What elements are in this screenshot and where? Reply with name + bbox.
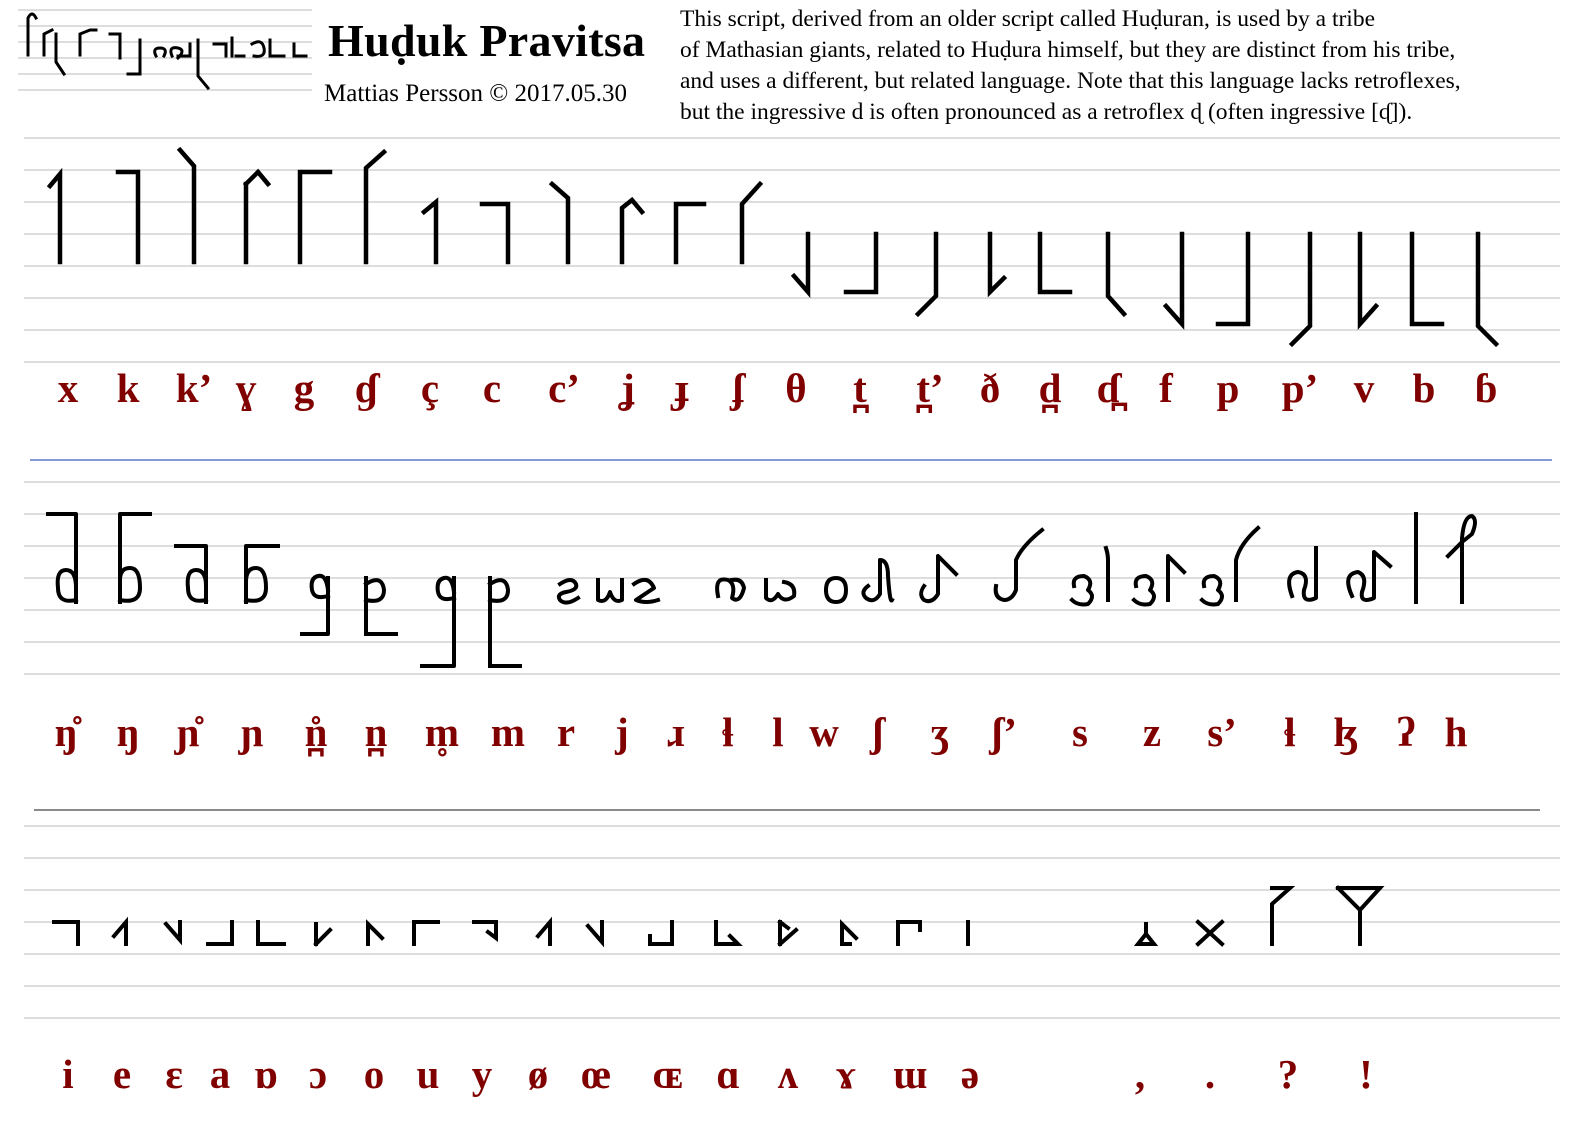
phoneme-label: ɬ — [1284, 709, 1296, 755]
phoneme-label: ɠ — [354, 365, 378, 411]
phoneme-label: d̪ — [1038, 365, 1062, 411]
phoneme-label: p’ — [1281, 365, 1319, 411]
phoneme-label: g — [293, 365, 315, 411]
phoneme-label: f — [1159, 365, 1173, 411]
phoneme-label: ɬ — [722, 709, 734, 755]
phoneme-label: ɒ — [254, 1051, 278, 1097]
phoneme-label: l — [772, 709, 784, 755]
phoneme-label: s — [1072, 709, 1088, 755]
phoneme-label: u — [416, 1051, 440, 1097]
phoneme-label: ʃ’ — [990, 709, 1018, 755]
phoneme-label: z — [1142, 709, 1162, 755]
phoneme-label: ŋ — [116, 709, 140, 755]
phoneme-label: ʒ — [930, 709, 950, 755]
phoneme-label: b — [1412, 365, 1436, 411]
phoneme-label: c’ — [548, 365, 580, 411]
phoneme-label: t̪’ — [916, 365, 944, 411]
phoneme-label: ʔ — [1396, 709, 1416, 755]
phoneme-label: e — [112, 1051, 132, 1097]
phoneme-label: ɑ — [716, 1051, 740, 1097]
phoneme-label: n̪̊ — [304, 709, 328, 755]
phoneme-label: ɗ̪ — [1096, 365, 1120, 411]
phoneme-label: k — [116, 365, 140, 411]
phoneme-label: t̪ — [853, 365, 867, 411]
description-line: and uses a different, but related language. Note that this language lacks retroflexes, — [680, 68, 1461, 94]
description-line: of Mathasian giants, related to Huḍura himself, but they are distinct from his tribe, — [680, 37, 1456, 63]
punctuation-label: ? — [1277, 1051, 1299, 1097]
phoneme-label: o — [363, 1051, 385, 1097]
phoneme-label: ɓ — [1474, 365, 1498, 411]
phoneme-label: p — [1216, 365, 1240, 411]
author-credit: Mattias Persson © 2017.05.30 — [324, 80, 628, 107]
phoneme-label: θ — [785, 365, 807, 411]
glyphs-row-consonants-1 — [50, 150, 1496, 344]
phoneme-label: j — [615, 709, 629, 755]
phoneme-label: ʌ — [777, 1051, 799, 1097]
phoneme-label: ø — [527, 1051, 549, 1097]
punctuation-label: . — [1204, 1051, 1216, 1097]
phoneme-label: m̥ — [424, 709, 460, 755]
phoneme-label: ɯ — [892, 1051, 928, 1097]
phoneme-label: m — [490, 709, 526, 755]
glyphs-row-consonants-2 — [48, 514, 1475, 666]
phoneme-label: ə — [960, 1051, 980, 1097]
phoneme-label: ɶ — [652, 1051, 684, 1097]
phoneme-label: h — [1444, 709, 1468, 755]
phoneme-label: v — [1353, 365, 1375, 411]
guide-lines — [18, 10, 1560, 1018]
phoneme-label: ɮ — [1333, 709, 1359, 755]
phoneme-label: ʝ — [621, 365, 635, 411]
phoneme-label: ʃ — [871, 709, 885, 755]
phoneme-label: ɟ — [675, 365, 689, 411]
phoneme-label: a — [209, 1051, 231, 1097]
phoneme-label: ɛ — [165, 1051, 183, 1097]
phoneme-label: s’ — [1207, 709, 1237, 755]
phoneme-label: ð — [979, 365, 1001, 411]
phoneme-label: ɔ — [308, 1051, 328, 1097]
phoneme-label: c — [482, 365, 502, 411]
description-line: but the ingressive d is often pronounced as a retroflex ɖ (often ingressive [ᶑ]). — [680, 99, 1413, 125]
phoneme-label: ç — [420, 365, 440, 411]
phoneme-label: ɲ — [240, 709, 264, 755]
page-title: Huḍuk Pravitsa — [328, 15, 646, 66]
phoneme-label: n̪ — [364, 709, 388, 755]
phoneme-label: k’ — [175, 365, 213, 411]
phoneme-label: i — [62, 1051, 74, 1097]
phoneme-label: r — [556, 709, 576, 755]
punctuation-label: ! — [1359, 1051, 1373, 1097]
punctuation-label: , — [1134, 1051, 1146, 1097]
sample-text-glyphs — [28, 14, 306, 88]
phoneme-label: x — [57, 365, 79, 411]
phoneme-label: ɣ — [235, 365, 257, 411]
phoneme-label: ɹ — [666, 709, 686, 755]
phoneme-label: ʄ — [731, 365, 745, 411]
glyphs-row-vowels — [54, 888, 1380, 944]
phoneme-label: y — [471, 1051, 493, 1097]
phoneme-label: ŋ̊ — [54, 709, 78, 755]
phoneme-label: ɤ — [835, 1051, 857, 1097]
phoneme-label: ɲ̊ — [176, 709, 200, 755]
description-line: This script, derived from an older script called Huḍuran, is used by a tribe — [680, 6, 1376, 32]
phoneme-label: w — [809, 709, 839, 755]
phoneme-label: œ — [581, 1051, 611, 1097]
